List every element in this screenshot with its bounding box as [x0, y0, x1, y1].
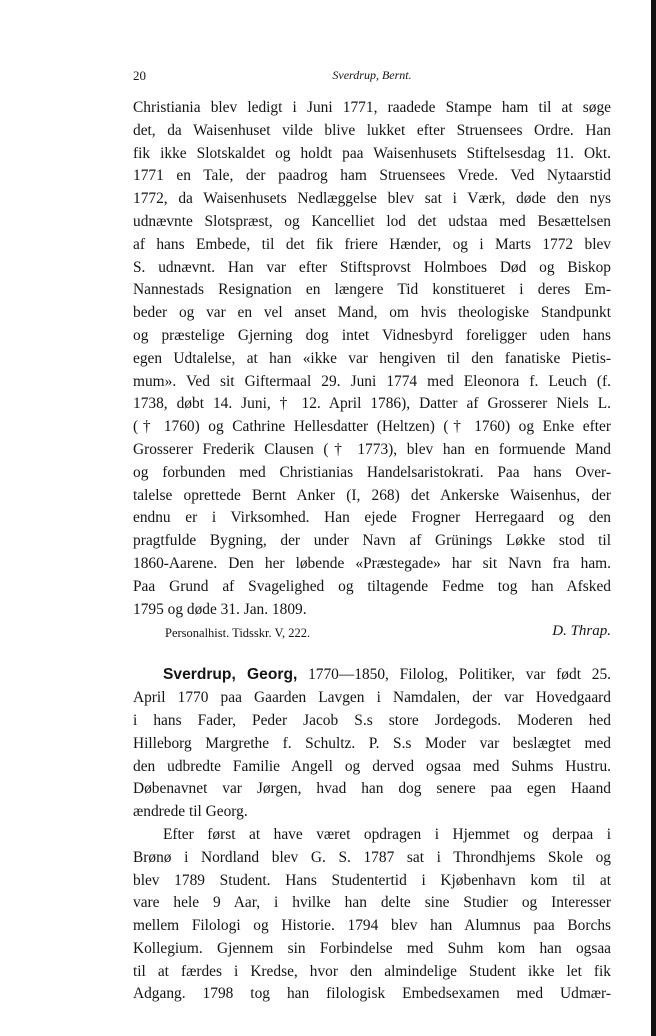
text-line: 1771 en Tale, der paadrog ham Struensees Vrede. Ved Nytaarstid	[133, 167, 611, 185]
citation	[133, 620, 611, 642]
text-line: beder og var en vel anset Mand, om hvis theologiske Standpunkt	[133, 304, 611, 322]
text-line: Grosserer Frederik Clausen († 1773), blev han en formuende Mand	[133, 440, 611, 458]
text-line: udnævnte Slotspræst, og Kancelliet lod det udstaa med Besættelsen	[133, 212, 611, 230]
text-line: talelse oprettede Bernt Anker (I, 268) det Ankerske Waisenhus, der	[133, 486, 611, 504]
text-line: den udbredte Familie Angell og derved ogsaa med Suhms Hustru.	[133, 757, 611, 775]
text-line: endnu er i Virksomhed. Han ejede Frogner Herregaard og den	[133, 509, 611, 527]
entry-first-line-text: 1770—1850, Filolog, Politiker, var født 25.	[308, 666, 611, 684]
page-header	[133, 68, 611, 86]
running-head: Sverdrup, Bernt.	[332, 68, 412, 82]
citation-source: Personalhist. Tidsskr. V, 222.	[165, 626, 311, 641]
entry-sverdrup-bernt	[133, 97, 611, 642]
text-line: det, da Waisenhuset vilde blive lukket efter Struensees Ordre. Han	[133, 121, 611, 139]
text-line: Nannestads Resignation en længere Tid konstitueret i deres Em-	[133, 281, 611, 299]
text-line: af hans Embede, til det fik friere Hænder, og i Marts 1772 blev	[133, 235, 611, 253]
text-line: Christiania blev ledigt i Juni 1771, raadede Stampe ham til at søge	[133, 99, 611, 116]
text-line: 1738, døbt 14. Juni, † 12. April 1786), Datter af Grosserer Niels L.	[133, 395, 611, 413]
text-line: vare hele 9 Aar, i hvilke han delte sine Studier og Interesser	[133, 894, 611, 912]
text-line: Døbenavnet var Jørgen, hvad han dog senere paa egen Haand	[133, 780, 611, 798]
entry-first-line	[133, 664, 611, 687]
body-text	[133, 97, 611, 1006]
text-line: 1772, da Waisenhusets Nedlæggelse blev sat i Værk, døde den nys	[133, 190, 611, 208]
text-line: Paa Grund af Svagelighed og tiltagende Fedme tog han Afsked	[133, 577, 611, 595]
text-line: († 1760) og Cathrine Hellesdatter (Heltzen) († 1760) og Enke efter	[133, 418, 611, 436]
text-line: fik ikke Slotskaldet og holdt paa Waisenhusets Stiftelsesdag 11. Okt.	[133, 144, 611, 162]
entry-heading: Sverdrup, Georg,	[163, 666, 298, 684]
text-line: til at færdes i Kredse, hvor den almindelige Student ikke let fik	[133, 962, 611, 980]
text-line: ændrede til Georg.	[133, 803, 248, 821]
text-line: i hans Fader, Peder Jacob S.s store Jordegods. Moderen hed	[133, 711, 611, 729]
text-line: Kollegium. Gjennem sin Forbindelse med Suhm kom han ogsaa	[133, 939, 611, 957]
text-line: Efter først at have været opdragen i Hjemmet og derpaa i	[163, 825, 611, 843]
entry-separator	[133, 642, 611, 664]
text-line: egen Udtalelse, at han «ikke var hengiven til den fanatiske Pietis-	[133, 349, 611, 367]
text-line: Brønø i Nordland blev G. S. 1787 sat i Throndhjems Skole og	[133, 848, 611, 866]
text-line: mellem Filologi og Historie. 1794 blev han Alumnus paa Borchs	[133, 917, 611, 935]
text-line: pragtfulde Bygning, der under Navn af Grünings Løkke stod til	[133, 532, 611, 550]
text-line: mum». Ved sit Giftermaal 29. Juni 1774 med Eleonora f. Leuch (f.	[133, 372, 611, 390]
text-line: og forbunden med Christianias Handelsaristokrati. Paa hans Over-	[133, 463, 611, 481]
text-line: blev 1789 Student. Hans Studentertid i Kjøbenhavn kom til at	[133, 871, 611, 889]
text-line: Hilleborg Margrethe f. Schultz. P. S.s Moder var beslægtet med	[133, 734, 611, 752]
text-line: S. udnævnt. Han var efter Stiftsprovst Holmboes Død og Biskop	[133, 258, 611, 276]
page-number: 20	[133, 68, 146, 83]
page-edge-shadow	[651, 0, 656, 1036]
text-line: 1795 og døde 31. Jan. 1809.	[133, 600, 307, 618]
text-line: og præstelige Gjerning dog intet Vidnesbyrd foreligger uden hans	[133, 326, 611, 344]
entry-sverdrup-georg	[133, 664, 611, 1006]
text-line: Adgang. 1798 tog han filologisk Embedsexamen med Udmær-	[133, 985, 611, 1003]
entry-author: D. Thrap.	[552, 623, 611, 640]
text-line: April 1770 paa Gaarden Lavgen i Namdalen, der var Hovedgaard	[133, 689, 611, 707]
text-line: 1860-Aarene. Den her løbende «Præstegade» har sit Navn fra ham.	[133, 554, 611, 572]
